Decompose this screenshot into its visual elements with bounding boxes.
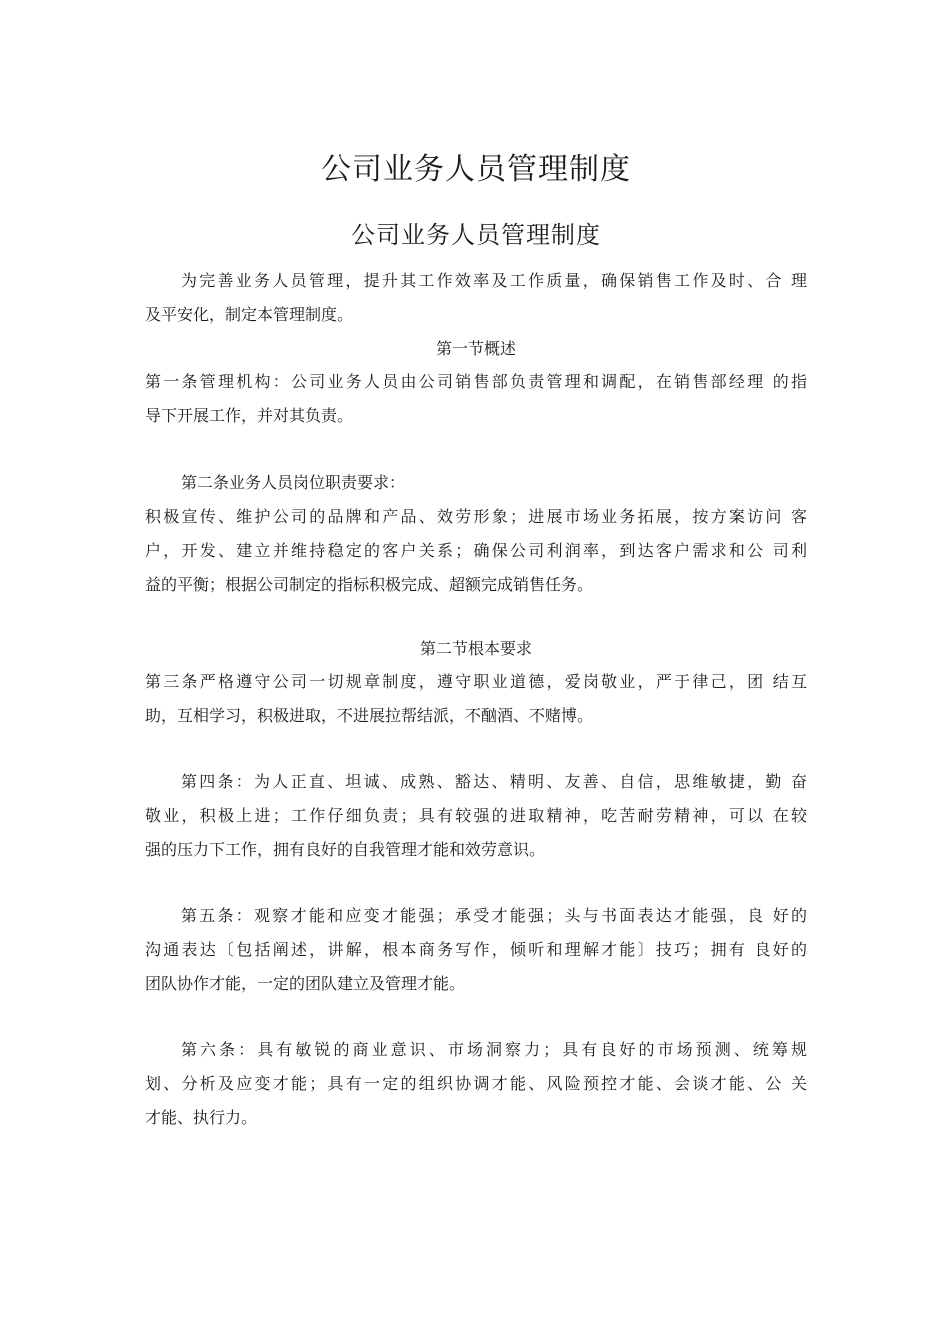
paragraph-line: 才能、执行力。 [145,1108,258,1127]
article-4 [145,765,807,867]
document-title: 公司业务人员管理制度 [321,152,631,187]
paragraph-line: 强的压力下工作，拥有良好的自我管理才能和效劳意识。 [145,840,546,859]
paragraph-line: 益的平衡；根据公司制定的指标积极完成、超额完成销售任务。 [145,575,594,594]
paragraph-line: 沟通表达〔包括阐述，讲解，根本商务写作，倾听和理解才能〕技巧；拥有 良好的 [145,940,807,959]
paragraph-line: 导下开展工作，并对其负责。 [145,406,354,425]
article-2 [145,466,807,500]
section-heading-1: 第一节概述 [435,339,516,358]
paragraph-line: 第六条：具有敏锐的商业意识、市场洞察力；具有良好的市场预测、统筹规 [181,1040,807,1059]
paragraph-line: 划、分析及应变才能；具有一定的组织协调才能、风险预控才能、会谈才能、公 关 [145,1074,807,1093]
section-heading-2: 第二节根本要求 [419,639,532,658]
paragraph-line: 敬业，积极上进；工作仔细负责；具有较强的进取精神，吃苦耐劳精神，可以 在较 [145,806,807,825]
paragraph-line: 第一条管理机构：公司业务人员由公司销售部负责管理和调配，在销售部经理 的指 [145,372,807,391]
article-1 [145,365,807,433]
intro-paragraph [145,264,807,332]
document-subtitle: 公司业务人员管理制度 [351,221,601,249]
paragraph-line: 第三条严格遵守公司一切规章制度，遵守职业道德，爱岗敬业，严于律己，团 结互 [145,672,807,691]
paragraph-line: 及平安化，制定本管理制度。 [145,305,354,324]
paragraph-line: 积极宣传、维护公司的品牌和产品、效劳形象；进展市场业务拓展，按方案访问 客 [145,507,807,526]
article-5 [145,899,807,1001]
paragraph-line: 团队协作才能，一定的团队建立及管理才能。 [145,974,466,993]
paragraph-line: 为完善业务人员管理，提升其工作效率及工作质量，确保销售工作及时、合 理 [181,271,807,290]
paragraph-line: 第二条业务人员岗位职责要求： [181,473,406,492]
paragraph-line: 户，开发、建立并维持稳定的客户关系；确保公司利润率，到达客户需求和公 司利 [145,541,807,560]
article-3 [145,665,807,733]
paragraph-line: 助，互相学习，积极进取，不进展拉帮结派，不酗酒、不赌博。 [145,706,594,725]
paragraph-line: 第四条：为人正直、坦诚、成熟、豁达、精明、友善、自信，思维敏捷，勤 奋 [181,772,807,791]
article-6 [145,1033,807,1135]
paragraph-line: 第五条：观察才能和应变才能强；承受才能强；头与书面表达才能强，良 好的 [181,906,807,925]
article-2-body [145,500,807,602]
